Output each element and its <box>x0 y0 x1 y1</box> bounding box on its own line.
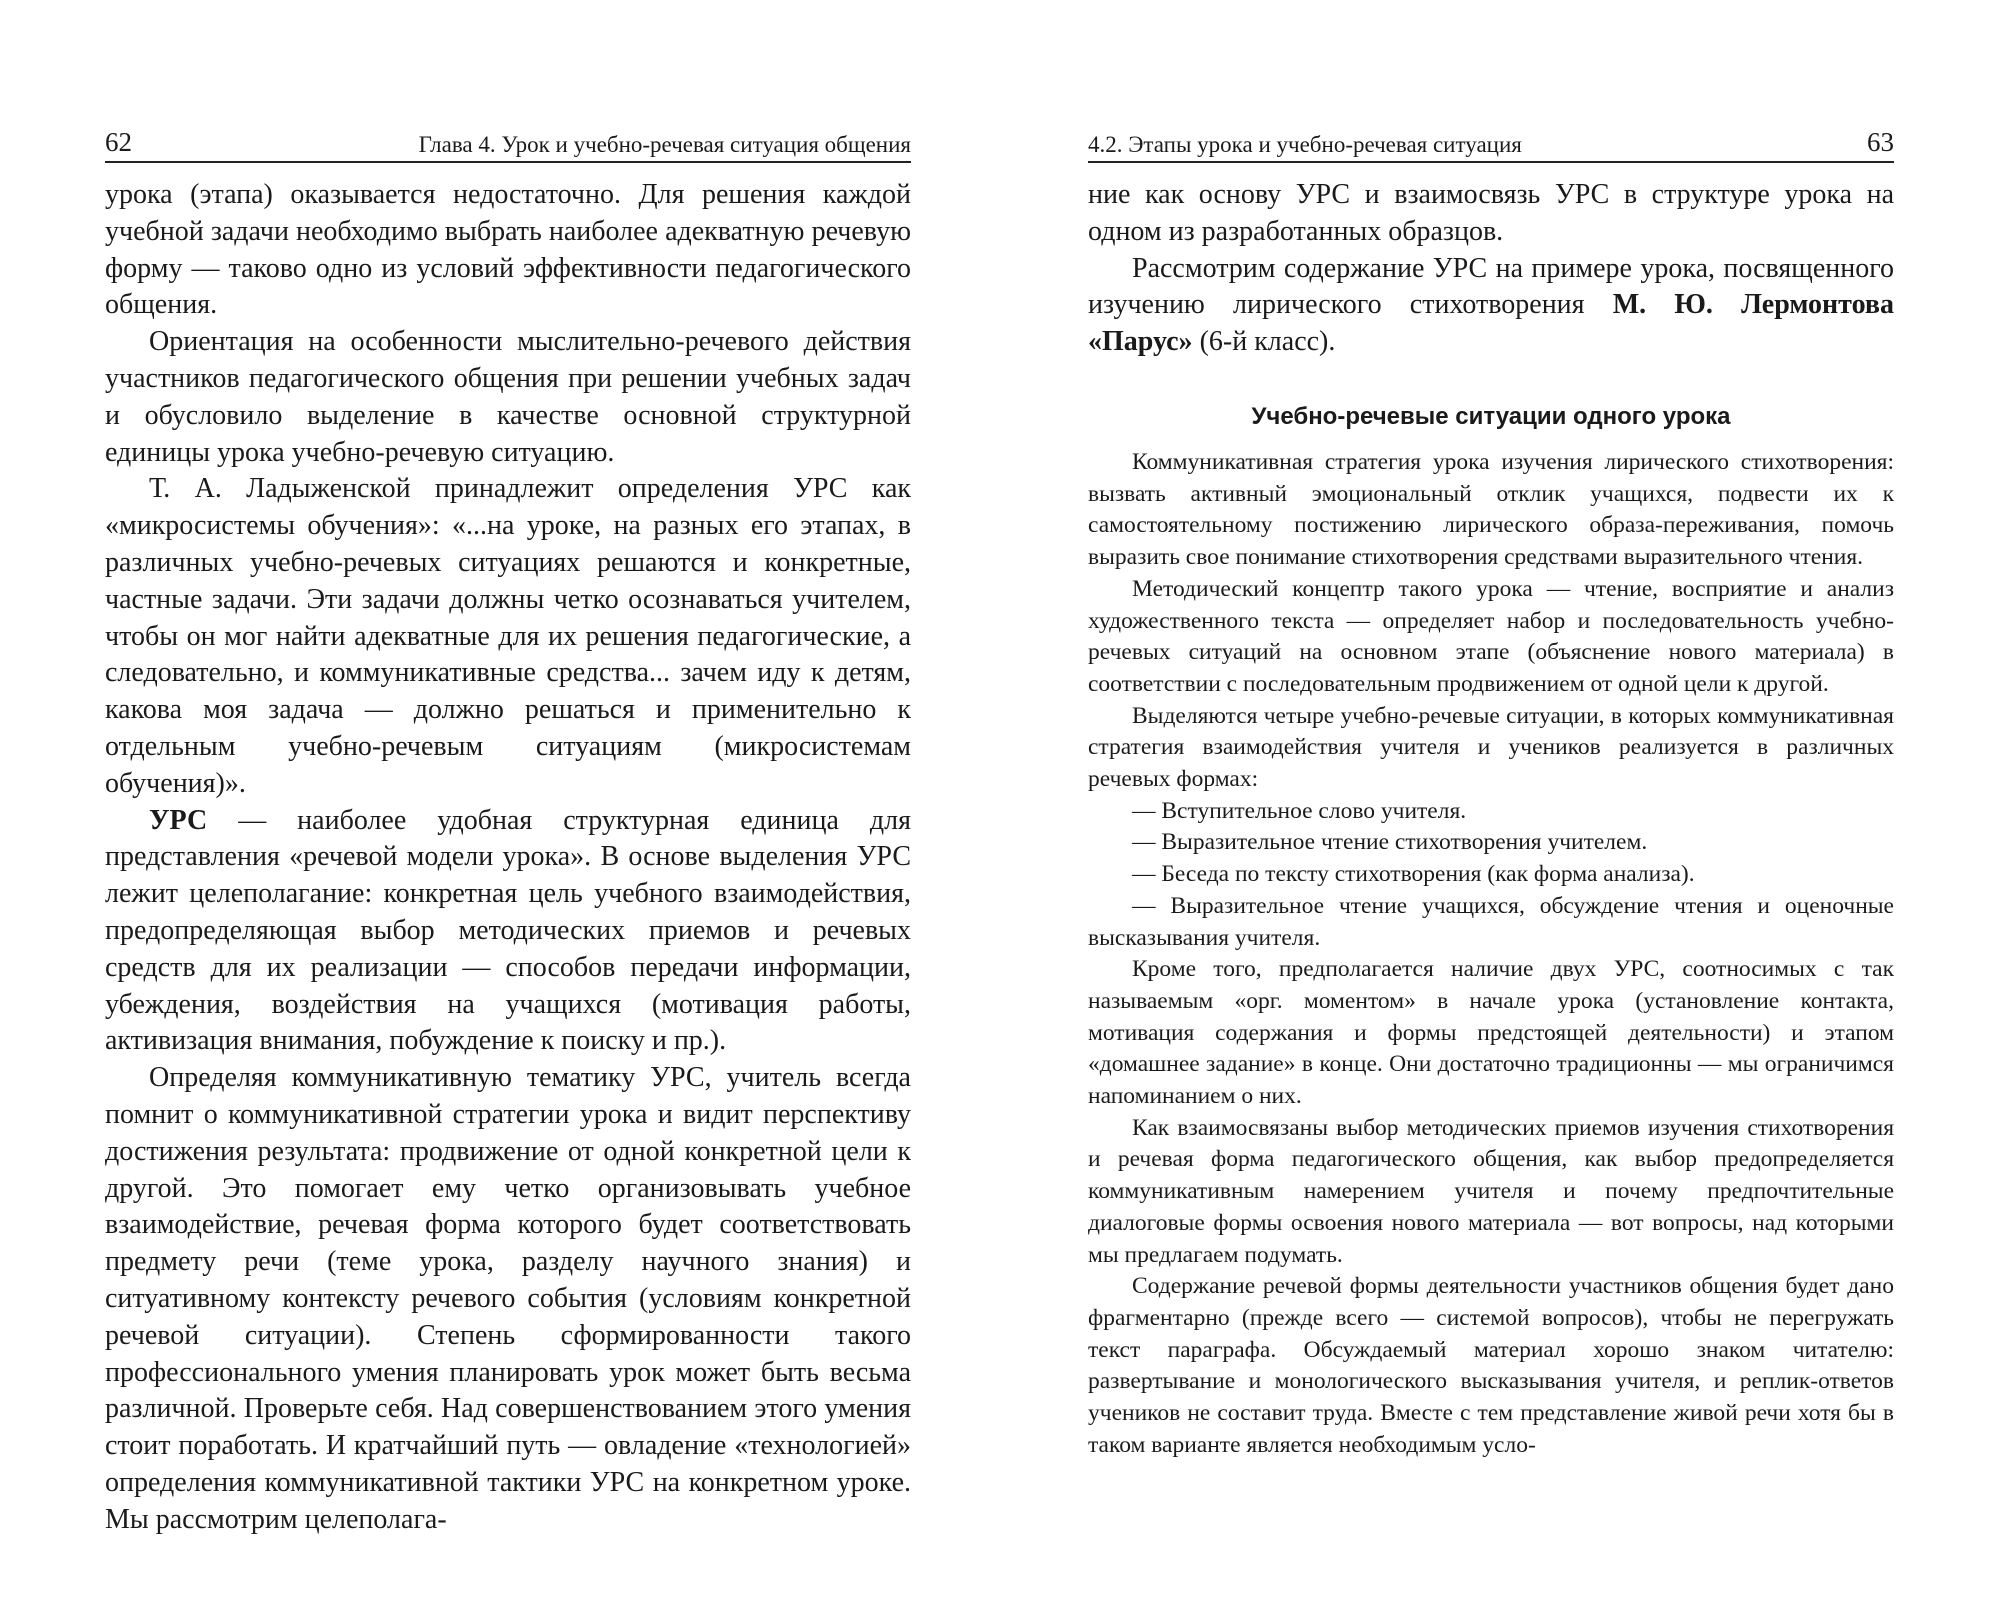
right-running-head: 4.2. Этапы урока и учебно-речевая ситуация <box>1088 132 1522 157</box>
urs-term: УРС <box>149 804 208 836</box>
author-name: М. Ю. Лермонтова <box>1612 289 1894 321</box>
paragraph: урока (этапа) оказывается недостаточно. Для решения каждой учебной задачи необходимо выбрать наиболее адекватную речевую форму — таково одно из условий эффективности педагогического общения. <box>105 179 911 321</box>
list-item: — Выразительное чтение стихотворения учителем. <box>1132 829 1648 856</box>
paragraph: Определяя коммуникативную тематику УРС, учитель всегда помнит о коммуникативной стратегии урока и видит перспективу достижения результата: продвижение от одной конкретной цели к другой. Это помогает ему четко организовывать учебное взаимодействие, речевая форма которого будет соответствовать предмету речи (теме урока, разделу научного знания) и ситуативному контексту речевого события (условиям конкретной речевой ситуации). Степень сформированности такого профессионального умения планировать урок может быть весьма различной. Проверьте себя. Над совершенствованием этого умения стоит поработать. И кратчайший путь — овладение «технологией» определения коммуникативной тактики УРС на конкретном уроке. Мы рассмотрим целеполага- <box>105 1062 911 1535</box>
urs-paragraph-text: — наиболее удобная структурная единица для представления «речевой модели урока». В основе выделения УРС лежит целеполагание: конкретная цель учебного взаимодействия, предопределяющая выбор методических приемов и речевых средств для их реализации — способов передачи информации, убеждения, воздействия на учащихся (мотивация работы, активизация внимания, побуждение к поиску и пр.). <box>105 804 911 1057</box>
paragraph: Как взаимосвязаны выбор методических приемов изучения стихотворения и речевая форма педагогического общения, как выбор предопределяется коммуникативным намерением учителя и почему предпочтительные диалоговые формы освоения нового материала — вот вопросы, над которыми мы предлагаем подумать. <box>1088 1114 1894 1268</box>
list-item: — Беседа по тексту стихотворения (как форма анализа). <box>1132 861 1695 888</box>
small-text-block <box>1088 447 1894 1462</box>
right-page <box>1088 118 1894 1461</box>
left-running-header <box>105 118 911 163</box>
paragraph: Методический концептр такого урока — чтение, восприятие и анализ художественного текста — определяет набор и последовательность учебно-речевых ситуаций на основном этапе (объяснение нового материала) в соответствии с последовательным продвижением от одной цели к другой. <box>1088 575 1894 697</box>
left-running-head: Глава 4. Урок и учебно-речевая ситуация общения <box>418 132 911 157</box>
right-running-header <box>1088 118 1894 163</box>
para-text: Рассмотрим содержание УРС на примере урока, посвященного изучению лирического стихотворения <box>1088 252 1894 321</box>
paragraph: Содержание речевой формы деятельности участников общения будет дано фрагментарно (прежде всего — системой вопросов), чтобы не перегружать текст параграфа. Обсуждаемый материал хорошо знаком читателю: развертывание и монологического высказывания учителя, и реплик-ответов учеников не составит труда. Вместе с тем представление живой речи хотя бы в таком варианте является необходимым усло- <box>1088 1273 1894 1458</box>
paragraph: Ориентация на особенности мыслительно-речевого действия участников педагогического общения при решении учебных задач и обусловило выделение в качестве основной структурной единицы урока учебно-речевую ситуацию. <box>105 326 911 468</box>
left-page-body <box>105 177 911 1538</box>
paragraph: Коммуникативная стратегия урока изучения лирического стихотворения: вызвать активный эмоциональный отклик учащихся, подвести их к самостоятельному постижению лирического образа-переживания, помочь выразить свое понимание стихотворения средствами выразительного чтения. <box>1088 448 1894 571</box>
paragraph: Кроме того, предполагается наличие двух УРС, соотносимых с так называемым «орг. моментом» в начале урока (установление контакта, мотивация содержания и формы предстоящей деятельности) и этапом «домашнее задание» в конце. Они достаточно традиционны — мы ограничимся напоминанием о них. <box>1088 956 1894 1110</box>
para-text: (6-й класс). <box>1192 326 1336 358</box>
left-page <box>105 118 911 1538</box>
right-page-number: 63 <box>1867 127 1894 157</box>
list-item: — Вступительное слово учителя. <box>1132 797 1467 824</box>
paragraph-lermontov <box>1088 251 1894 361</box>
list-item: — Выразительное чтение учащихся, обсуждение чтения и оценочные высказывания учителя. <box>1088 892 1894 951</box>
paragraph: Т. А. Ладыженской принадлежит определения УРС как «микросистемы обучения»: «...на уроке, на разных его этапах, в различных учебно-речевых ситуациях решаются и конкретные, частные задачи. Эти задачи должны четко осознаваться учителем, чтобы он мог найти адекватные для их решения педагогические, а следовательно, и коммуникативные средства... зачем иду к детям, какова моя задача — должно решаться и применительно к отдельным учебно-речевым ситуациям (микросистемам обучения)». <box>105 473 911 799</box>
section-title: Учебно-речевые ситуации одного урока <box>1251 402 1731 430</box>
left-page-number: 62 <box>105 127 132 157</box>
right-page-body <box>1088 177 1894 1461</box>
paragraph: Выделяются четыре учебно-речевые ситуации, в которых коммуникативная стратегия взаимодействия учителя и учеников реализуется в различных речевых формах: <box>1088 702 1894 793</box>
paragraph-urs <box>105 803 911 1061</box>
paragraph: ние как основу УРС и взаимосвязь УРС в структуре урока на одном из разработанных образцов. <box>1088 179 1894 247</box>
poem-title: «Парус» <box>1088 326 1193 358</box>
